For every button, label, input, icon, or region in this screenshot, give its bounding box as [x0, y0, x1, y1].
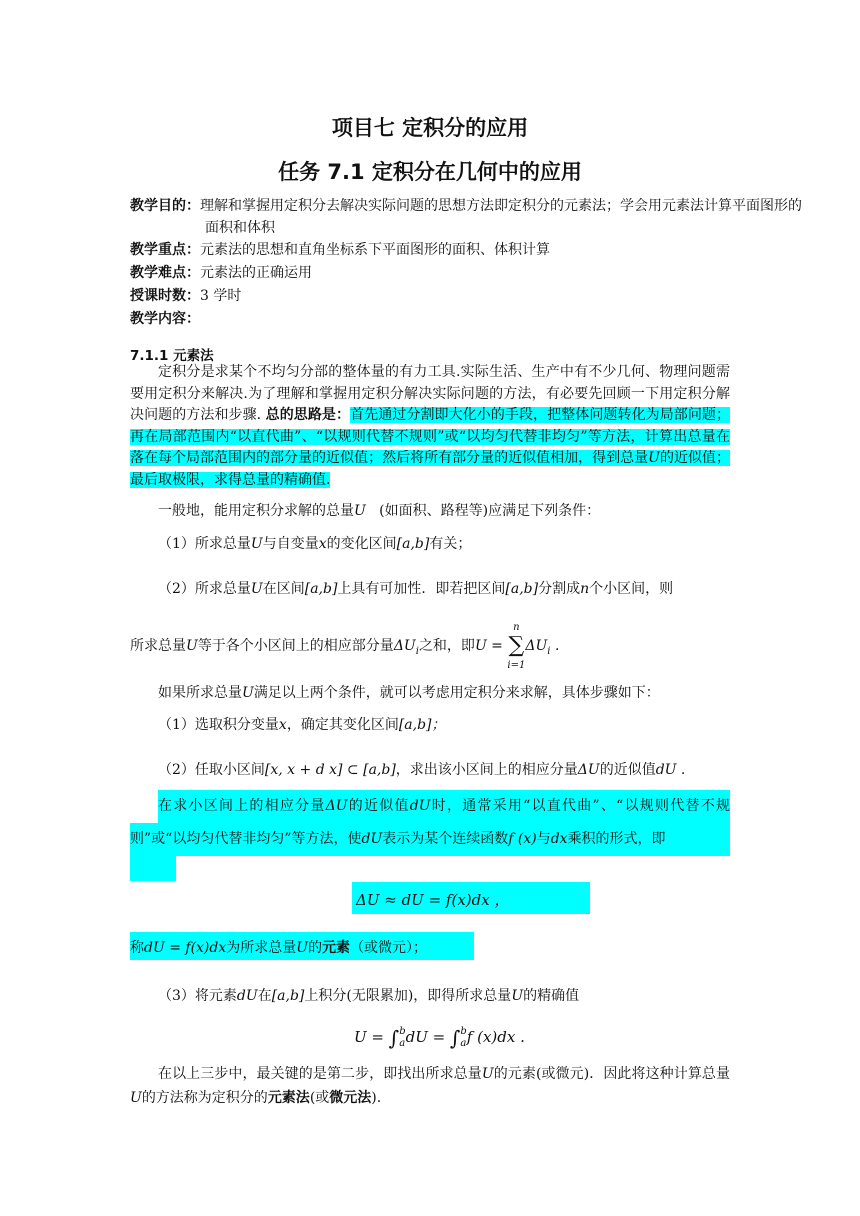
task-title: 任务 7.1 定积分在几何中的应用 [278, 160, 582, 184]
concl-bold-2: 微元法 [329, 1090, 372, 1106]
concl-bold-1: 元素法 [267, 1090, 310, 1106]
content-label: 教学内容： [130, 311, 200, 327]
s3-U: U [511, 988, 524, 1004]
hl-text-c: 时，通常采用“以直代曲”、“以规则代替不规则”或“以均匀代替非均匀”等方法，使 [130, 798, 730, 847]
elem-text-b: 为所求总量 [226, 940, 297, 956]
s3-interval: [a,b] [271, 988, 305, 1004]
c2-interval-2: [a,b] [505, 581, 539, 597]
elem-formula: dU = f(x)dx [144, 940, 227, 956]
int-rhs: f (x)dx . [466, 1028, 525, 1046]
sum-term: ΔU [525, 638, 548, 654]
hl-fx: f (x) [508, 831, 537, 847]
element-definition [130, 937, 427, 957]
sum-top: n [513, 622, 520, 633]
teaching-purpose [130, 195, 815, 239]
hours-text: 3 学时 [200, 288, 242, 304]
int-upper-2: b [460, 1026, 467, 1037]
int-upper-1: b [399, 1026, 406, 1037]
s2-deltaU: ΔU [577, 762, 600, 778]
conditions-lead [158, 500, 600, 520]
intro-highlight-1: 首先通过分割即大化小的手段，把整体问题转化为局部问题；再在局部范围内“以直代曲”、“以规则代替不规则”或“以均匀代替非均匀”等方法，计算出总量在落在每个局部范围内的部分量的近似值；然后将所有部分量的近似值相加，得到总量 [130, 407, 731, 466]
c1-interval: [a,b] [396, 536, 430, 552]
s2-dU: dU . [655, 762, 686, 778]
c1-text-a: （1）所求总量 [158, 536, 251, 552]
s1-interval: [a,b]； [398, 717, 446, 733]
lead-U: U [354, 503, 366, 519]
lead-text-2: (如面积、路程等)应满足下列条件： [379, 503, 601, 519]
teaching-content [130, 308, 740, 330]
after-U: U [242, 685, 254, 701]
c2-text-d: 分割成 [538, 581, 581, 597]
hl-text-e: 与 [536, 831, 551, 847]
condition-2 [158, 578, 673, 598]
concl-U-1: U [481, 1066, 494, 1082]
c1-text-c: 的变化区间 [326, 536, 397, 552]
s2-text-b: ，求出该小区间上的相应分量 [395, 762, 578, 778]
teaching-difficulty [130, 262, 740, 284]
hl-dx: dx [550, 831, 568, 847]
c2-text-c: 上具有可加性．即若把区间 [337, 581, 506, 597]
concl-text-d: (或 [309, 1090, 330, 1106]
steps-lead [158, 682, 660, 702]
sum-lhs: U = [474, 638, 503, 654]
after-text-a: 如果所求总量 [158, 685, 242, 701]
concl-text-e: ). [371, 1090, 382, 1106]
sum-sub-i: i [547, 645, 551, 657]
hl-text-f: 乘积的形式，即 [567, 831, 666, 847]
c1-text-b: 与自变量 [262, 536, 319, 552]
intro-highlight-2: 的近似值；最后取极限，求得总量的精确值. [130, 450, 731, 488]
condition-2-cont [130, 622, 560, 671]
c2-n: n [580, 581, 590, 597]
approx-formula: ΔU ≈ dU = f(x)dx ， [356, 891, 510, 909]
c2-text-b: 在区间 [262, 581, 305, 597]
concl-text-b: 的元素(或微元)．因此将这种计算总量 [493, 1066, 730, 1082]
intro-paragraph [130, 362, 730, 491]
teaching-hours [130, 285, 740, 307]
s3-text-b: 在 [257, 988, 272, 1004]
s3-text-d: 的精确值 [523, 988, 580, 1004]
conclusion-paragraph [130, 1062, 730, 1110]
hl-dU-1: dU [409, 798, 431, 814]
teaching-key [130, 239, 740, 261]
c2-text-a: （2）所求总量 [158, 581, 251, 597]
intro-bold: 总的思路是： [265, 407, 351, 423]
intro-highlight-U: U [648, 450, 660, 466]
step-3 [158, 985, 579, 1005]
hl-text-b: 的近似值 [347, 798, 410, 814]
step-1 [158, 714, 446, 734]
s1-x: x [278, 717, 287, 733]
s2-text-a: （2）任取小区间 [158, 762, 265, 778]
c2b-text-b: 等于各个小区间上的相应部分量 [197, 638, 394, 654]
chapter-title: 项目七 定积分的应用 [331, 116, 529, 140]
s2-subinterval: [x, x + d x] ⊂ [a,b] [264, 762, 396, 778]
hl-dU-2: dU [361, 831, 383, 847]
concl-text-a: 在以上三步中，最关键的是第二步，即找出所求总量 [158, 1066, 482, 1082]
concl-U-2: U [130, 1090, 142, 1106]
step-2 [158, 759, 685, 779]
lead-text-1: 一般地，能用定积分求解的总量 [158, 503, 354, 519]
c2-text-e: 个小区间，则 [589, 581, 674, 597]
elem-U: U [296, 940, 309, 956]
key-label: 教学重点： [130, 242, 200, 258]
purpose-label: 教学目的： [130, 198, 200, 214]
s2-text-c: 的近似值 [599, 762, 656, 778]
s1-text-a: （1）选取积分变量 [158, 717, 279, 733]
c2b-U: U [186, 638, 198, 654]
step-2-explanation [130, 790, 730, 856]
c2b-sub-i: i [415, 645, 419, 657]
condition-1 [158, 533, 471, 553]
difficulty-label: 教学难点： [130, 265, 200, 281]
c2-U: U [250, 581, 263, 597]
section-heading: 7.1.1 元素法 [130, 348, 214, 364]
s3-text-c: 上积分(无限累加)，即得所求总量 [304, 988, 512, 1004]
hl-text-a: 在求小区间上的相应分量 [158, 798, 326, 814]
hours-label: 授课时数： [130, 288, 200, 304]
int-lower-2: a [460, 1038, 467, 1049]
int-lhs: U = [354, 1028, 384, 1046]
concl-text-c: 的方法称为定积分的 [141, 1090, 268, 1106]
highlight-band-3 [130, 856, 176, 881]
s3-dU: dU [236, 988, 258, 1004]
s3-text-a: （3）将元素 [158, 988, 237, 1004]
intro-plain: 定积分是求某个不均匀分部的整体量的有力工具.实际生活、生产中有不少几何、物理问题需要用定积分来解决.为了理解和掌握用定积分解决实际问题的方法，有必要先回顾一下用定积分解决问题的方法和步骤. [130, 364, 730, 423]
c2b-text-c: 之和，即 [418, 638, 475, 654]
sum-operator: n ∑ i=1 [507, 635, 525, 657]
hl-text-d: 表示为某个连续函数 [382, 831, 509, 847]
elem-text-a: 称 [130, 940, 144, 956]
sum-bottom: i=1 [507, 660, 526, 671]
elem-text-d: （或微元）； [350, 940, 428, 956]
difficulty-text: 元素法的正确运用 [200, 265, 312, 281]
integral-formula: U = ∫b adU = ∫b af (x)dx . [354, 1026, 525, 1050]
c1-x: x [318, 536, 327, 552]
c1-text-d: 有关； [429, 536, 472, 552]
hl-deltaU: ΔU [325, 798, 348, 814]
int-lower-1: a [399, 1038, 406, 1049]
c2-interval-1: [a,b] [304, 581, 338, 597]
c2b-text-a: 所求总量 [130, 638, 186, 654]
elem-bold: 元素 [322, 940, 351, 956]
elem-text-c: 的 [308, 940, 323, 956]
c2b-deltaU: ΔU [393, 638, 416, 654]
purpose-text: 理解和掌握用定积分去解决实际问题的思想方法即定积分的元素法；学会用元素法计算平面图形的面积和体积 [200, 198, 802, 236]
sum-dot: . [554, 638, 560, 654]
key-text: 元素法的思想和直角坐标系下平面图形的面积、体积计算 [200, 242, 550, 258]
int-mid: dU = [405, 1028, 446, 1046]
c1-U: U [250, 536, 263, 552]
after-text-b: 满足以上两个条件，就可以考虑用定积分来求解，具体步骤如下： [253, 685, 660, 701]
s1-text-b: ，确定其变化区间 [286, 717, 399, 733]
